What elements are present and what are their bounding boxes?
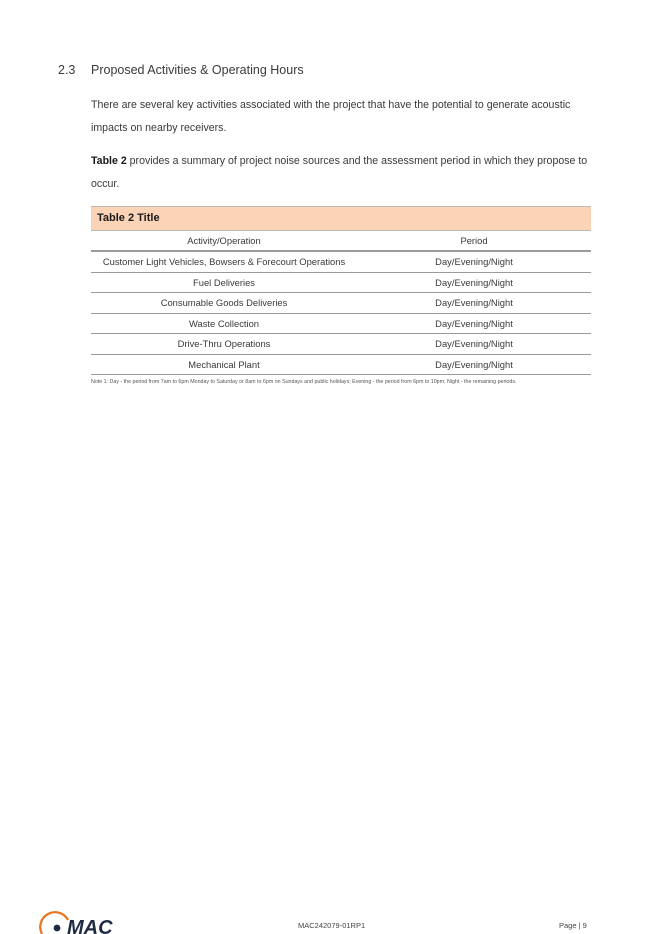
table-header-row <box>91 231 591 252</box>
activity-cell: Fuel Deliveries <box>193 276 255 288</box>
table-row <box>91 293 591 314</box>
table-row <box>91 273 591 294</box>
document-reference: MAC242079-01RP1 <box>298 921 366 930</box>
header-activity: Activity/Operation <box>187 235 261 246</box>
header-period: Period <box>460 235 488 246</box>
intro-paragraph: There are several key activities associated with the project that have the potential to generate acoustic impacts on nearby receivers. <box>91 99 571 134</box>
section-heading <box>58 63 304 77</box>
table-row <box>91 314 591 335</box>
activity-cell: Drive-Thru Operations <box>177 338 271 349</box>
period-cell: Day/Evening/Night <box>435 338 513 349</box>
period-cell: Day/Evening/Night <box>435 317 513 329</box>
table-row <box>91 334 591 355</box>
period-cell: Day/Evening/Night <box>435 297 513 308</box>
activity-cell: Waste Collection <box>189 317 259 329</box>
activity-cell: Consumable Goods Deliveries <box>160 297 288 308</box>
activity-cell: Mechanical Plant <box>188 358 260 370</box>
table-title: Table 2 Title <box>91 206 591 231</box>
logo-text: MAC <box>67 917 113 934</box>
period-cell: Day/Evening/Night <box>435 256 513 267</box>
activities-table <box>91 206 591 375</box>
table-reference-paragraph <box>91 150 591 196</box>
table-reference-text: provides a summary of project noise sources and the assessment period in which they propose to occur. <box>91 155 588 190</box>
table-note: Note 1: Day - the period from 7am to 6pm Monday to Saturday or 8am to 6pm on Sundays and public holidays; Evening - the period from 6pm to 10pm; Night - the remaining periods. <box>91 379 517 385</box>
table-reference-link: Table 2 <box>91 155 127 167</box>
table-row <box>91 355 591 376</box>
mac-logo <box>38 908 128 934</box>
period-cell: Day/Evening/Night <box>435 276 513 288</box>
section-title: Proposed Activities & Operating Hours <box>91 63 304 77</box>
period-cell: Day/Evening/Night <box>435 358 513 370</box>
section-number: 2.3 <box>58 63 76 77</box>
table-row <box>91 252 591 273</box>
activity-cell: Customer Light Vehicles, Bowsers & Forecourt Operations <box>102 256 346 267</box>
page-number: Page | 9 <box>559 921 587 930</box>
